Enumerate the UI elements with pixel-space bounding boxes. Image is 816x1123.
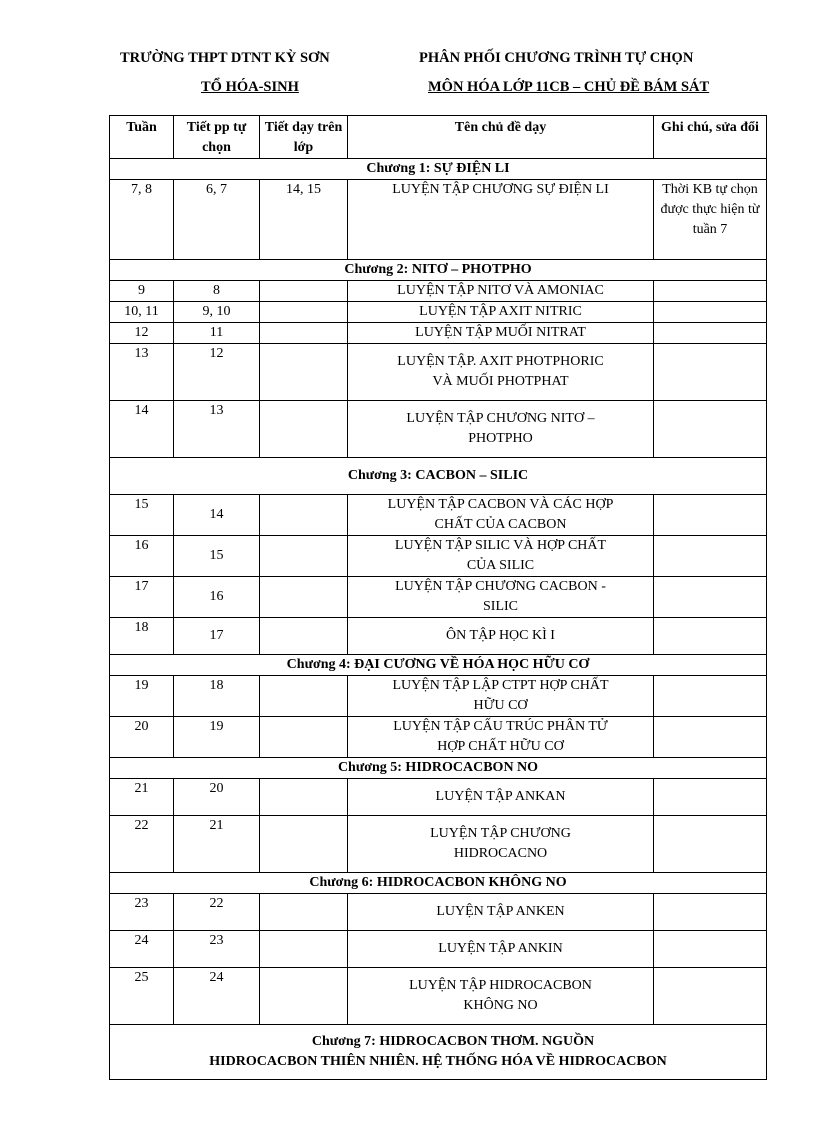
topic-cell <box>348 676 654 717</box>
document-title: PHÂN PHỐI CHƯƠNG TRÌNH TỰ CHỌN <box>419 50 694 66</box>
lesson-cell <box>260 968 348 1025</box>
week-cell: 18 <box>110 618 174 655</box>
lesson-cell <box>260 281 348 302</box>
note-cell <box>654 618 767 655</box>
topic-cell <box>348 344 654 401</box>
table-row <box>110 618 767 655</box>
table-row <box>110 717 767 758</box>
week-cell: 21 <box>110 779 174 816</box>
topic-line: LUYỆN TẬP SILIC VÀ HỢP CHẤT <box>394 538 607 553</box>
lesson-cell <box>260 816 348 873</box>
topic-line: LUYỆN TẬP CHƯƠNG NITƠ – <box>406 411 595 426</box>
table-row <box>110 495 767 536</box>
table-row <box>110 344 767 401</box>
note-cell: Thời KB tự chọn được thực hiện từ tuần 7 <box>654 180 767 260</box>
col-header-pp-lesson: Tiết pp tự chọn <box>174 116 260 159</box>
table-row <box>110 401 767 458</box>
week-cell: 19 <box>110 676 174 717</box>
topic-line: CỦA SILIC <box>466 558 535 573</box>
topic-line: LUYỆN TẬP LẬP CTPT HỢP CHẤT <box>392 678 609 693</box>
col-header-week: Tuần <box>110 116 174 159</box>
topic-line: LUYỆN TẬP. AXIT PHOTPHORIC <box>397 354 604 369</box>
table-row <box>110 676 767 717</box>
note-cell <box>654 495 767 536</box>
note-cell <box>654 779 767 816</box>
topic-line: CHẤT CỦA CACBON <box>434 517 567 532</box>
lesson-cell: 14, 15 <box>260 180 348 260</box>
pp-cell: 14 <box>174 495 260 536</box>
topic-line: HỢP CHẤT HỮU CƠ <box>437 739 564 754</box>
pp-cell: 21 <box>174 816 260 873</box>
note-cell <box>654 676 767 717</box>
lesson-cell <box>260 495 348 536</box>
pp-cell: 15 <box>174 536 260 577</box>
topic-cell: ÔN TẬP HỌC KÌ I <box>348 618 654 655</box>
topic-line: HỮU CƠ <box>473 698 528 713</box>
chapter-row: Chương 3: CACBON – SILIC <box>110 458 767 495</box>
lesson-cell <box>260 401 348 458</box>
pp-cell: 12 <box>174 344 260 401</box>
pp-cell: 9, 10 <box>174 302 260 323</box>
lesson-cell <box>260 302 348 323</box>
chapter-row: Chương 5: HIDROCACBON NO <box>110 758 767 779</box>
chapter-line: HIDROCACBON THIÊN NHIÊN. HỆ THỐNG HÓA VỀ HIDROCACBON <box>209 1054 667 1069</box>
col-header-class-lesson: Tiết dạy trên lớp <box>260 116 348 159</box>
table-row <box>110 536 767 577</box>
pp-cell: 13 <box>174 401 260 458</box>
table-row <box>110 779 767 816</box>
lesson-cell <box>260 779 348 816</box>
topic-line: PHOTPHO <box>468 431 533 446</box>
topic-cell <box>348 180 654 260</box>
note-cell <box>654 931 767 968</box>
note-cell <box>654 968 767 1025</box>
note-cell <box>654 302 767 323</box>
topic-cell: LUYỆN TẬP ANKEN <box>348 894 654 931</box>
table-row <box>110 816 767 873</box>
note-cell <box>654 401 767 458</box>
note-cell <box>654 577 767 618</box>
col-header-note: Ghi chú, sửa đổi <box>654 116 767 159</box>
topic-cell <box>348 968 654 1025</box>
note-cell <box>654 323 767 344</box>
topic-line: SILIC <box>483 599 518 614</box>
lesson-cell <box>260 894 348 931</box>
week-cell: 14 <box>110 401 174 458</box>
pp-cell: 24 <box>174 968 260 1025</box>
week-cell: 15 <box>110 495 174 536</box>
week-cell: 12 <box>110 323 174 344</box>
topic-line: LUYỆN TẬP CẤU TRÚC PHÂN TỬ <box>393 719 608 734</box>
week-cell: 16 <box>110 536 174 577</box>
table-row <box>110 302 767 323</box>
note-cell <box>654 894 767 931</box>
table-row <box>110 281 767 302</box>
document-subtitle: MÔN HÓA LỚP 11CB – CHỦ ĐỀ BÁM SÁT <box>428 79 710 95</box>
topic-line: KHÔNG NO <box>463 998 538 1013</box>
topic-cell <box>348 717 654 758</box>
topic-cell: LUYỆN TẬP ANKIN <box>348 931 654 968</box>
topic-cell <box>348 536 654 577</box>
col-header-topic: Tên chủ đề dạy <box>348 116 654 159</box>
topic-cell: LUYỆN TẬP NITƠ VÀ AMONIAC <box>348 281 654 302</box>
table-row <box>110 931 767 968</box>
topic-line: LUYỆN TẬP CHƯƠNG CACBON - <box>395 579 606 594</box>
topic-cell <box>348 577 654 618</box>
topic-cell <box>348 401 654 458</box>
week-cell: 7, 8 <box>110 180 174 260</box>
topic-cell <box>348 495 654 536</box>
week-cell: 25 <box>110 968 174 1025</box>
lesson-cell <box>260 618 348 655</box>
topic-line: LUYỆN TẬP CHƯƠNG <box>430 826 571 841</box>
table-row <box>110 894 767 931</box>
week-cell: 22 <box>110 816 174 873</box>
department-name: TỔ HÓA-SINH <box>201 79 299 95</box>
school-name: TRƯỜNG THPT DTNT KỲ SƠN <box>120 50 330 66</box>
pp-cell: 23 <box>174 931 260 968</box>
chapter-row: Chương 1: SỰ ĐIỆN LI <box>110 159 767 180</box>
lesson-cell <box>260 717 348 758</box>
lesson-cell <box>260 577 348 618</box>
table-row <box>110 323 767 344</box>
note-cell <box>654 281 767 302</box>
note-cell <box>654 816 767 873</box>
pp-cell: 16 <box>174 577 260 618</box>
note-cell <box>654 344 767 401</box>
curriculum-table <box>109 115 767 1080</box>
lesson-cell <box>260 344 348 401</box>
chapter-row: Chương 2: NITƠ – PHOTPHO <box>110 260 767 281</box>
chapter-line: Chương 7: HIDROCACBON THƠM. NGUỒN <box>311 1034 595 1049</box>
table-row <box>110 180 767 260</box>
week-cell: 23 <box>110 894 174 931</box>
topic-line: LUYỆN TẬP CACBON VÀ CÁC HỢP <box>387 497 614 512</box>
lesson-cell <box>260 323 348 344</box>
chapter-row <box>110 1025 767 1080</box>
week-cell: 13 <box>110 344 174 401</box>
week-cell: 17 <box>110 577 174 618</box>
topic-cell: LUYỆN TẬP MUỐI NITRAT <box>348 323 654 344</box>
note-cell <box>654 717 767 758</box>
chapter-row: Chương 6: HIDROCACBON KHÔNG NO <box>110 873 767 894</box>
week-cell: 10, 11 <box>110 302 174 323</box>
table-row <box>110 577 767 618</box>
topic-line: HIDROCACNO <box>453 846 548 861</box>
topic-cell <box>348 816 654 873</box>
pp-cell: 18 <box>174 676 260 717</box>
pp-cell: 19 <box>174 717 260 758</box>
topic-line: LUYỆN TẬP HIDROCACBON <box>409 978 592 993</box>
topic-cell: LUYỆN TẬP ANKAN <box>348 779 654 816</box>
note-cell <box>654 536 767 577</box>
week-cell: 20 <box>110 717 174 758</box>
pp-cell: 20 <box>174 779 260 816</box>
pp-cell: 6, 7 <box>174 180 260 260</box>
pp-cell: 22 <box>174 894 260 931</box>
lesson-cell <box>260 676 348 717</box>
lesson-cell <box>260 931 348 968</box>
topic-line: LUYỆN TẬP CHƯƠNG SỰ ĐIỆN LI <box>392 182 609 197</box>
pp-cell: 17 <box>174 618 260 655</box>
chapter-row: Chương 4: ĐẠI CƯƠNG VỀ HÓA HỌC HỮU CƠ <box>110 655 767 676</box>
topic-line: VÀ MUỐI PHOTPHAT <box>432 374 569 389</box>
table-row <box>110 968 767 1025</box>
lesson-cell <box>260 536 348 577</box>
pp-cell: 11 <box>174 323 260 344</box>
topic-cell: LUYỆN TẬP AXIT NITRIC <box>348 302 654 323</box>
week-cell: 9 <box>110 281 174 302</box>
table-header-row <box>110 116 767 159</box>
pp-cell: 8 <box>174 281 260 302</box>
week-cell: 24 <box>110 931 174 968</box>
